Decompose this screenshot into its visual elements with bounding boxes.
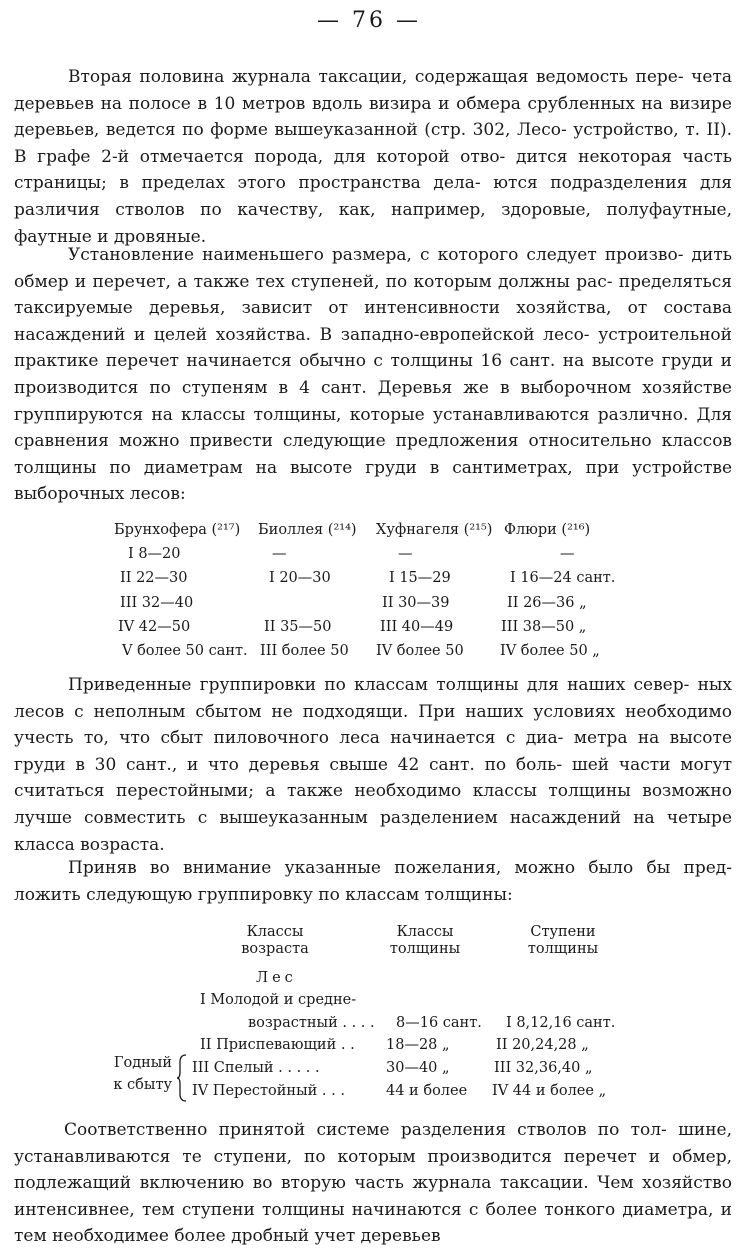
text-line: насаждений на четыре класса возраста. [14,807,733,855]
text-line: на визире деревьев, ведется по форме вышеуказанной (стр. 302, Лесо- [14,93,732,141]
table-cell: IV более 50 [376,642,464,659]
text-line: пределяться таксируемые деревья, зависит от интенсивности хозяйства, [14,271,732,319]
table-cell: I 20—30 [269,570,331,587]
table-cell: 30—40 „ [386,1060,450,1076]
text-line: метра на высоте груди в 30 сант., и что деревья свыше 42 сант. по боль- [14,728,733,775]
text-line: предложения относительно классов толщины по диаметрам на высоте [14,431,732,478]
column-header: Биоллея (²¹⁴) [258,522,357,538]
text-line: шей части могут считаться перестойными; а также необходимо классы [14,754,733,802]
text-line: здоровые, полуфаутные, фаутные и дровяные. [14,199,733,247]
table-cell: IV 44 и более „ [492,1083,607,1099]
curly-brace-icon [176,1054,188,1102]
text-line: Соответственно принятой системе разделения стволов по тол- [64,1120,667,1140]
table-cell: — [560,546,575,563]
text-line: ются подразделения для различия стволов по качеству, как, например, [14,173,732,220]
table-cell: II 35—50 [264,618,332,635]
text-line: дить обмер и перечет, а также тех ступеней, по которым должны рас- [14,245,732,292]
text-line: груди в сантиметрах, при устройстве выборочных лесов: [14,457,732,505]
table-cell: III 38—50 „ [501,618,587,635]
column-header: Хуфнагеля (²¹⁵) [376,522,493,538]
paragraph-northern-forests [14,672,732,858]
table-cell: — [398,546,413,563]
table-cell: II 26—36 „ [507,594,587,611]
text-line: устройство, т. II). В графе 2-й отмечается порода, для которой отво- [14,120,732,167]
text-line: устанавливаются различно. Для сравнения можно привести следующие [14,404,733,452]
table-cell: III 40—49 [380,618,454,635]
table-cell: I 8,12,16 сант. [506,1015,616,1031]
table-cell: III более 50 [260,642,349,659]
text-line: ных лесов с неполным сбытом не подходящи. При наших условиях [14,675,733,722]
text-line: тонкого диаметра, и тем необходимее более дробный учет деревьев [14,1199,732,1247]
text-line: Установление наименьшего размера, с которого следует произво- [68,245,684,265]
text-line: Чем хозяйство интенсивнее, тем ступени толщины начинаются с более [14,1173,732,1220]
table-cell: II 20,24,28 „ [496,1037,589,1053]
table-cell: I 15—29 [389,570,451,587]
table-cell: III Спелый . . . . . [192,1060,320,1076]
text-line: от состава насаждений и целей хозяйства. В западно-европейской лесо- [14,298,732,345]
table-cell: III 32,36,40 „ [494,1060,593,1076]
table-cell: II 30—39 [382,594,450,611]
text-line: Приняв во внимание указанные пожелания, можно было бы пред- [68,858,732,878]
text-line: и обмер, подлежащий включению во вторую часть журнала таксации. [14,1146,733,1194]
table-cell: IV более 50 „ [500,642,600,659]
header-thickness-classes: Классы толщины [389,924,461,957]
text-line: устроительной практике перечет начинается обычно с толщины 16 сант. [14,324,732,372]
table-cell: — [272,546,287,563]
text-line: толщины возможно лучше совместить с вышеуказанным разделением [14,781,732,828]
header-age-classes: Классы возраста [241,924,309,957]
text-line: на высоте груди и производится по ступеням в 4 сант. Деревья же [14,351,732,398]
side-note-marketable: Годный к сбыту [113,1055,172,1093]
table-cell: I Молодой и средне- [200,992,357,1008]
table-cell: возрастный . . . . [248,1015,375,1031]
paragraph-journal-description [14,64,732,250]
table-cell: 8—16 сант. [396,1015,482,1031]
column-header: Флюри (²¹⁶) [504,522,591,538]
page-number: — 76 — [317,8,421,33]
table-cell: II 22—30 [120,570,188,587]
table-cell: II Приспевающий . . [200,1037,355,1053]
text-line: в выборочном хозяйстве группируются на классы толщины, которые [14,377,732,425]
text-line: чета деревьев на полосе в 10 метров вдоль визира и обмера срубленных [14,67,732,114]
text-line: Вторая половина журнала таксации, содержащая ведомость пере- [68,67,684,87]
table-cell: IV Перестойный . . . [192,1083,345,1099]
table-cell: 18—28 „ [386,1037,450,1053]
section-label-forest: Лес [256,970,297,986]
column-header: Брунхофера (²¹⁷) [114,522,241,538]
text-line: дится некоторая часть страницы; в пределах этого пространства дела- [14,146,732,194]
text-line: ложить следующую группировку по классам толщины: [14,884,513,905]
text-line: шине, устанавливаются те ступени, по которым производится перечет [14,1120,732,1167]
table-cell: V более 50 сант. [122,642,248,659]
paragraph-minimum-size [14,242,732,508]
paragraph-thickness-steps [14,1117,732,1250]
table-cell: 44 и более [386,1083,468,1099]
table-cell: IV 42—50 [118,618,191,635]
table-cell: III 32—40 [120,594,194,611]
table-cell: I 16—24 сант. [510,570,616,587]
header-thickness-steps: Ступени толщины [527,924,599,957]
table-cell: I 8—20 [128,546,181,563]
text-line: Приведенные группировки по классам толщины для наших север- [68,675,690,695]
text-line: необходимо учесть то, что сбыт пиловочного леса начинается с диа- [14,701,733,749]
paragraph-proposal [14,855,732,908]
